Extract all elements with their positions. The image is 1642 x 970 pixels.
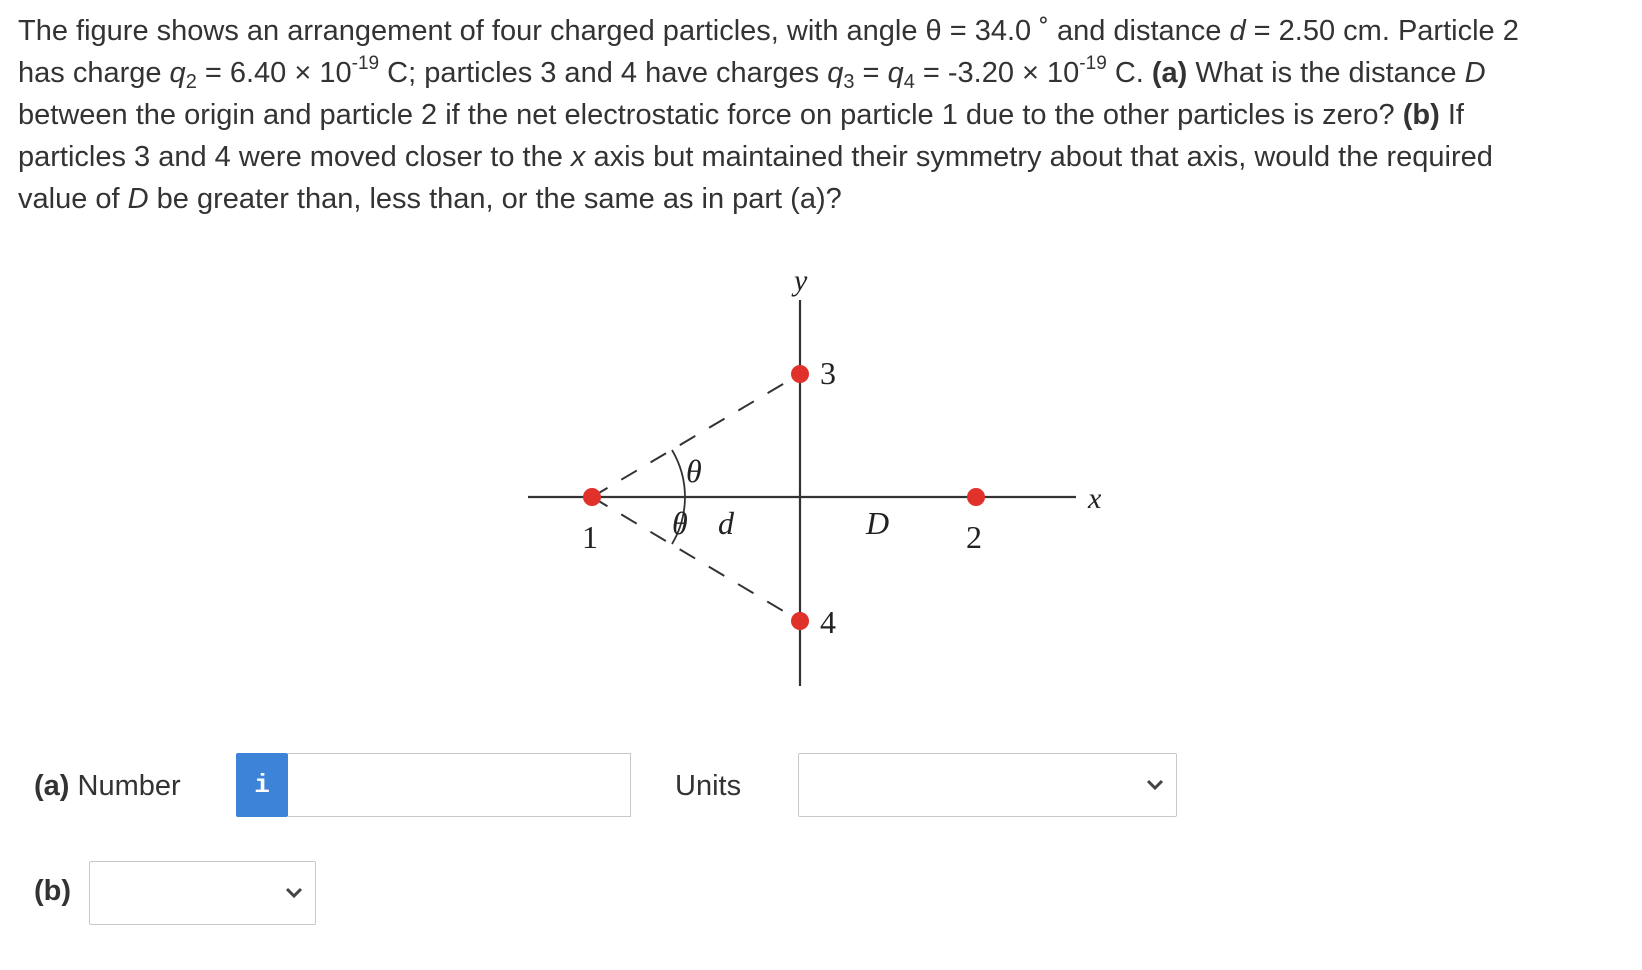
particle-2 bbox=[967, 488, 985, 506]
particle-3-label: 3 bbox=[820, 355, 836, 391]
number-input[interactable] bbox=[288, 753, 631, 817]
theta-top-label: θ bbox=[686, 453, 702, 489]
part-b-select[interactable] bbox=[89, 861, 316, 925]
problem-line-3: between the origin and particle 2 if the net electrostatic force on particle 1 due to the other particles is zero? (b) If bbox=[18, 99, 1464, 131]
problem-line-5: value of D be greater than, less than, or the same as in part (a)? bbox=[18, 183, 842, 215]
problem-line-2: has charge $q_2 = 6.40 \times 10^{-19}$ C; particles 3 and 4 have charges $q_3 = q_4 = -3.20 \times 10^{-19}$ C. (a) What is the distance D bbox=[18, 53, 1486, 93]
info-icon[interactable]: i bbox=[236, 753, 288, 817]
chevron-down-icon bbox=[1146, 778, 1164, 792]
y-axis-label: y bbox=[794, 264, 808, 297]
problem-line-1: The figure shows an arrangement of four charged particles, with angle θ = 34.0 ˚ and distance d = 2.50 cm. Particle 2 bbox=[18, 15, 1519, 47]
chevron-down-icon bbox=[285, 886, 303, 900]
part-b-label: (b) bbox=[34, 875, 72, 907]
particle-1 bbox=[583, 488, 601, 506]
x-axis-label: x bbox=[1088, 482, 1102, 515]
distance-d-label: d bbox=[718, 505, 734, 541]
dashed-line-1-to-4 bbox=[592, 497, 800, 621]
part-a-label: (a) Number bbox=[34, 770, 181, 802]
problem-line-4: particles 3 and 4 were moved closer to the x axis but maintained their symmetry about that axis, would the required bbox=[18, 141, 1493, 173]
particle-2-label: 2 bbox=[966, 519, 982, 555]
particle-1-label: 1 bbox=[582, 519, 598, 555]
distance-D-label: D bbox=[866, 505, 890, 541]
units-label: Units bbox=[675, 770, 742, 802]
units-select[interactable] bbox=[798, 753, 1177, 817]
angle-arc-top bbox=[672, 450, 685, 497]
particle-3 bbox=[791, 365, 809, 383]
particle-4 bbox=[791, 612, 809, 630]
particle-4-label: 4 bbox=[820, 604, 836, 640]
theta-bottom-label: θ bbox=[672, 505, 688, 541]
